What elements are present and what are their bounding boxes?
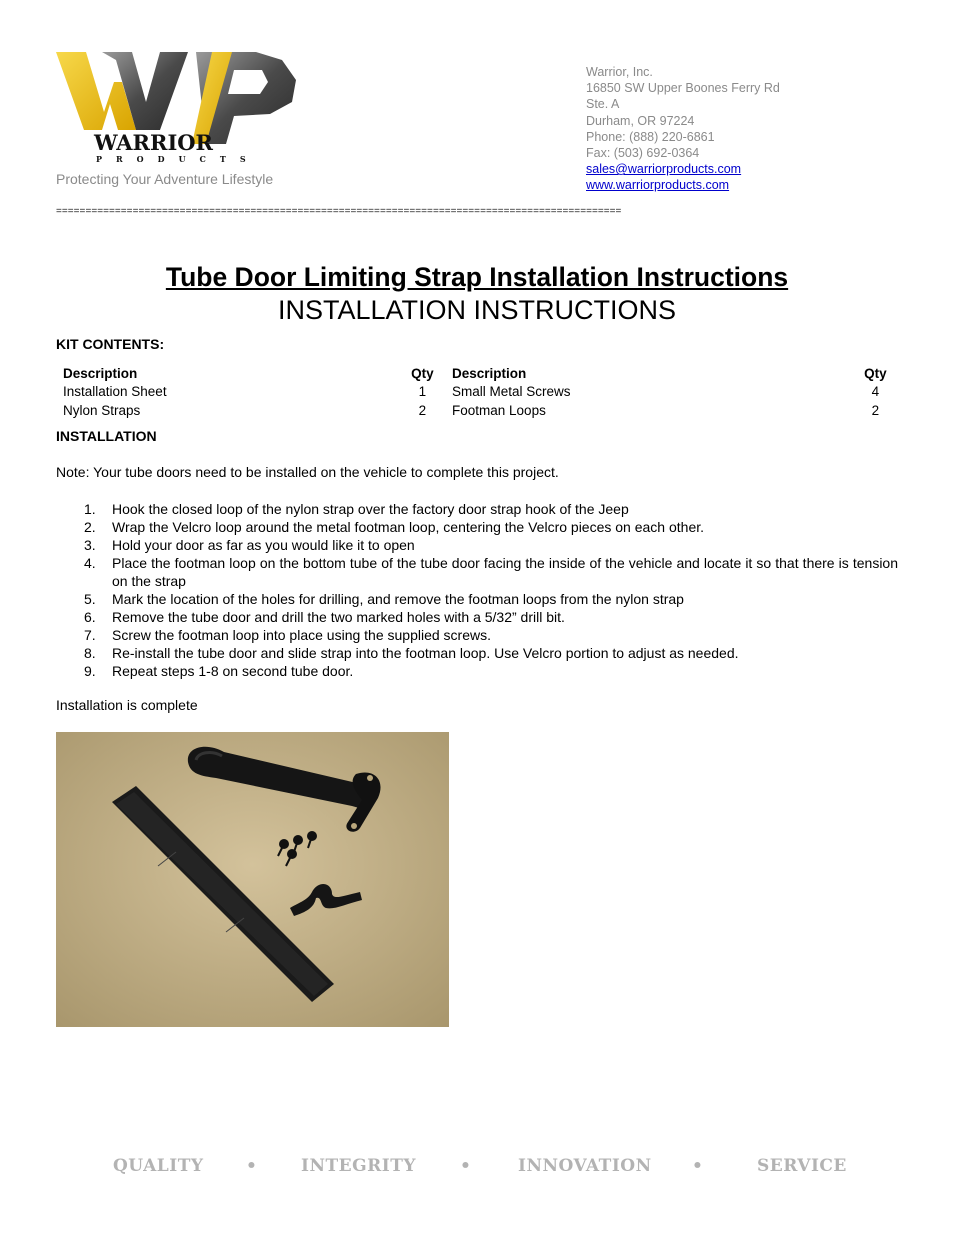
- company-address: [586, 64, 780, 194]
- footer-separator: •: [460, 1156, 472, 1176]
- item-description: Installation Sheet: [63, 384, 167, 399]
- step-text: Re-install the tube door and slide strap into the footman loop. Use Velcro portion to adjust as needed.: [112, 645, 739, 661]
- step-number: 3.: [84, 537, 96, 553]
- table-row: [56, 382, 898, 401]
- list-item: [56, 644, 898, 662]
- step-number: 6.: [84, 609, 96, 625]
- footer-value-integrity: INTEGRITY: [301, 1156, 416, 1176]
- installation-heading: INSTALLATION: [56, 428, 157, 444]
- item-qty: 1: [418, 384, 427, 399]
- step-text: Remove the tube door and drill the two marked holes with a 5/32” drill bit.: [112, 609, 565, 625]
- page-title: Tube Door Limiting Strap Installation Instructions: [165, 262, 789, 292]
- list-item: [56, 500, 898, 518]
- kit-contents-heading: KIT CONTENTS:: [56, 336, 165, 352]
- list-item: [56, 608, 898, 626]
- item-qty: 4: [871, 384, 880, 399]
- step-number: 1.: [84, 501, 96, 517]
- step-number: 2.: [84, 519, 96, 535]
- step-number: 8.: [84, 645, 96, 661]
- list-item: [56, 554, 898, 590]
- address-line: Ste. A: [586, 97, 620, 112]
- list-item: [56, 518, 898, 536]
- list-item: [56, 626, 898, 644]
- item-description: Nylon Straps: [63, 403, 141, 418]
- step-text: Mark the location of the holes for drilling, and remove the footman loops from the nylon strap: [112, 591, 684, 607]
- table-row: [56, 401, 898, 420]
- item-description: Footman Loops: [452, 403, 546, 418]
- step-number: 4.: [84, 555, 96, 571]
- item-qty: 2: [871, 403, 880, 418]
- logo-text: WARRIOR: [94, 130, 214, 155]
- warrior-products-logo: [56, 52, 312, 164]
- step-number: 7.: [84, 627, 96, 643]
- step-text: Place the footman loop on the bottom tube of the tube door facing the inside of the vehicle and locate it so that there is tension on the strap: [112, 555, 898, 589]
- step-text: Hold your door as far as you would like it to open: [112, 537, 415, 553]
- address-line: Warrior, Inc.: [586, 65, 653, 79]
- address-line: 16850 SW Upper Boones Ferry Rd: [586, 81, 780, 96]
- column-header-qty: Qty: [411, 365, 434, 381]
- header-divider: ================================================================================================: [56, 206, 622, 217]
- logo-subtext: PRODUCTS: [96, 154, 260, 164]
- footer-values: [0, 1156, 954, 1178]
- footer-value-innovation: INNOVATION: [518, 1156, 652, 1176]
- footer-value-service: SERVICE: [757, 1156, 847, 1176]
- item-qty: 2: [418, 403, 427, 418]
- product-photo: [56, 732, 449, 1027]
- footer-separator: •: [692, 1156, 704, 1176]
- footer-separator: •: [246, 1156, 258, 1176]
- step-text: Repeat steps 1-8 on second tube door.: [112, 663, 354, 679]
- list-item: [56, 662, 898, 680]
- footer-value-quality: QUALITY: [113, 1156, 204, 1176]
- phone-line: Phone: (888) 220-6861: [586, 129, 715, 144]
- column-header-qty: Qty: [864, 365, 887, 381]
- step-text: Wrap the Velcro loop around the metal footman loop, centering the Velcro pieces on each other.: [112, 519, 705, 535]
- table-header-row: [56, 364, 898, 382]
- list-item: [56, 590, 898, 608]
- tagline: Protecting Your Adventure Lifestyle: [56, 171, 274, 187]
- installation-steps: [56, 500, 898, 680]
- email-link[interactable]: sales@warriorproducts.com: [586, 162, 742, 177]
- step-number: 5.: [84, 591, 96, 607]
- list-item: [56, 536, 898, 554]
- installation-complete-text: Installation is complete: [56, 697, 198, 713]
- step-text: Screw the footman loop into place using the supplied screws.: [112, 627, 491, 643]
- website-link[interactable]: www.warriorproducts.com: [586, 178, 730, 193]
- fax-line: Fax: (503) 692-0364: [586, 146, 700, 161]
- step-number: 9.: [84, 663, 96, 679]
- item-description: Small Metal Screws: [452, 384, 571, 399]
- address-line: Durham, OR 97224: [586, 113, 695, 128]
- page-subtitle: INSTALLATION INSTRUCTIONS: [277, 295, 677, 325]
- installation-note: Note: Your tube doors need to be installed on the vehicle to complete this project.: [56, 464, 559, 480]
- column-header-description: Description: [452, 365, 527, 381]
- kit-contents-table: [56, 364, 898, 420]
- step-text: Hook the closed loop of the nylon strap over the factory door strap hook of the Jeep: [112, 501, 629, 517]
- column-header-description: Description: [63, 365, 138, 381]
